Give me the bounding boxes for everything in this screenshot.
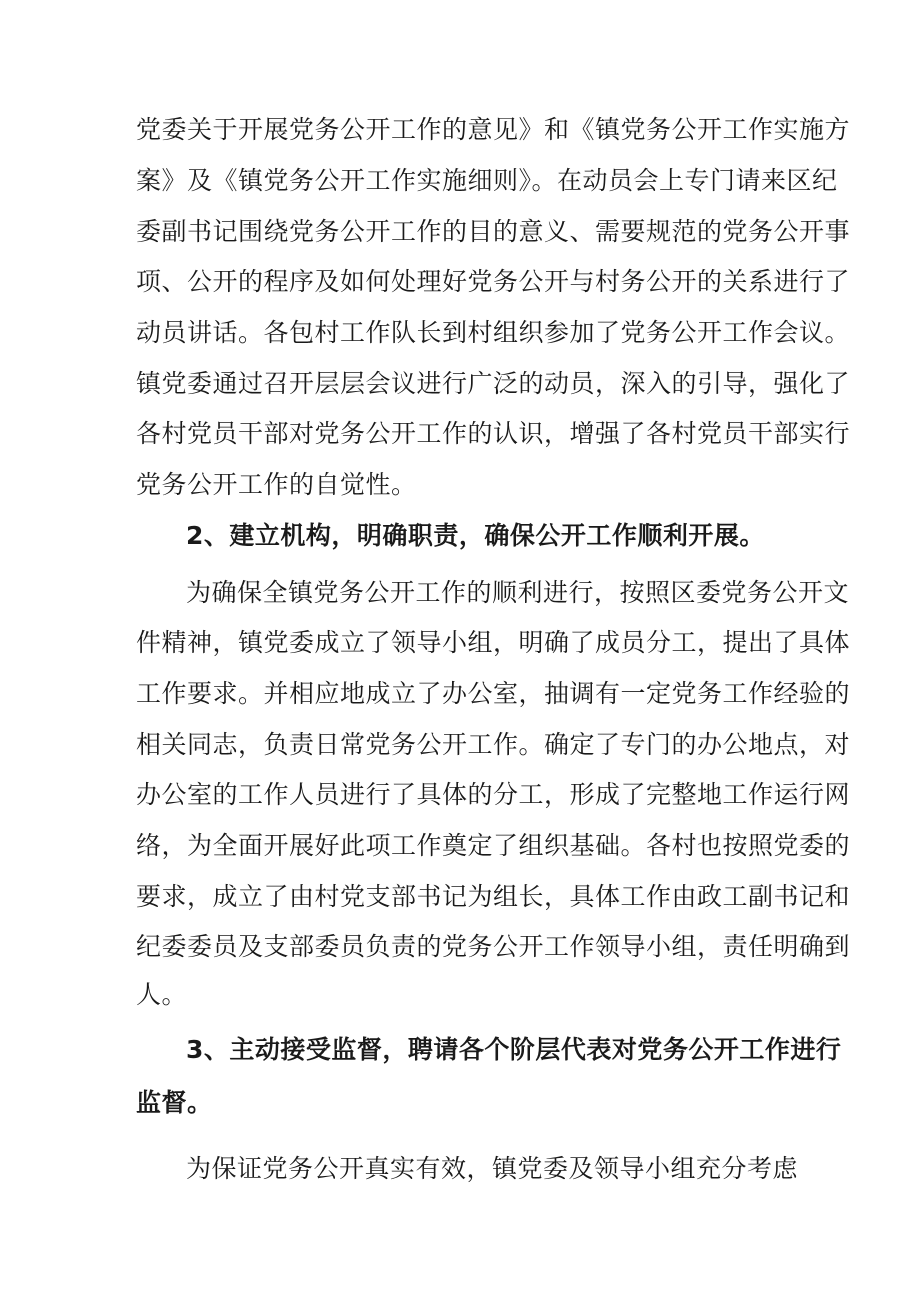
paragraph-1-line: 镇党委通过召开层层会议进行广泛的动员，深入的引导，强化了 [136, 369, 851, 398]
paragraph-1-line: 项、公开的程序及如何处理好党务公开与村务公开的关系进行了 [136, 267, 851, 296]
paragraph-2-line: 纪委委员及支部委员负责的党务公开工作领导小组，责任明确到 [136, 932, 851, 961]
paragraph-2-line: 为确保全镇党务公开工作的顺利进行，按照区委党务公开文 [186, 578, 850, 607]
paragraph-2-line: 相关同志，负责日常党务公开工作。确定了专门的办公地点，对 [136, 730, 851, 759]
paragraph-2-line: 工作要求。并相应地成立了办公室，抽调有一定党务工作经验的 [136, 679, 851, 708]
paragraph-2-line: 络，为全面开展好此项工作奠定了组织基础。各村也按照党委的 [136, 831, 851, 860]
paragraph-1-line: 党务公开工作的自觉性。 [136, 470, 417, 499]
section-heading-2: 2、建立机构，明确职责，确保公开工作顺利开展。 [186, 521, 765, 550]
section-heading-3-cont: 监督。 [136, 1088, 213, 1117]
paragraph-2-line: 要求，成立了由村党支部书记为组长，具体工作由政工副书记和 [136, 882, 851, 911]
paragraph-2-line: 办公室的工作人员进行了具体的分工，形成了完整地工作运行网 [136, 780, 851, 809]
paragraph-1-line: 党委关于开展党务公开工作的意见》和《镇党务公开工作实施方 [136, 115, 851, 144]
paragraph-3-line: 为保证党务公开真实有效，镇党委及领导小组充分考虑 [186, 1154, 799, 1183]
paragraph-1-line: 各村党员干部对党务公开工作的认识，增强了各村党员干部实行 [136, 419, 851, 448]
section-heading-3: 3、主动接受监督，聘请各个阶层代表对党务公开工作进行 [186, 1035, 842, 1064]
paragraph-2-line: 件精神，镇党委成立了领导小组，明确了成员分工，提出了具体 [136, 628, 851, 657]
paragraph-1-line: 案》及《镇党务公开工作实施细则》。在动员会上专门请来区纪 [136, 166, 838, 195]
paragraph-2-line: 人。 [136, 980, 188, 1009]
paragraph-1-line: 委副书记围绕党务公开工作的目的意义、需要规范的党务公开事 [136, 217, 851, 246]
paragraph-1-line: 动员讲话。各包村工作队长到村组织参加了党务公开工作会议。 [136, 318, 851, 347]
